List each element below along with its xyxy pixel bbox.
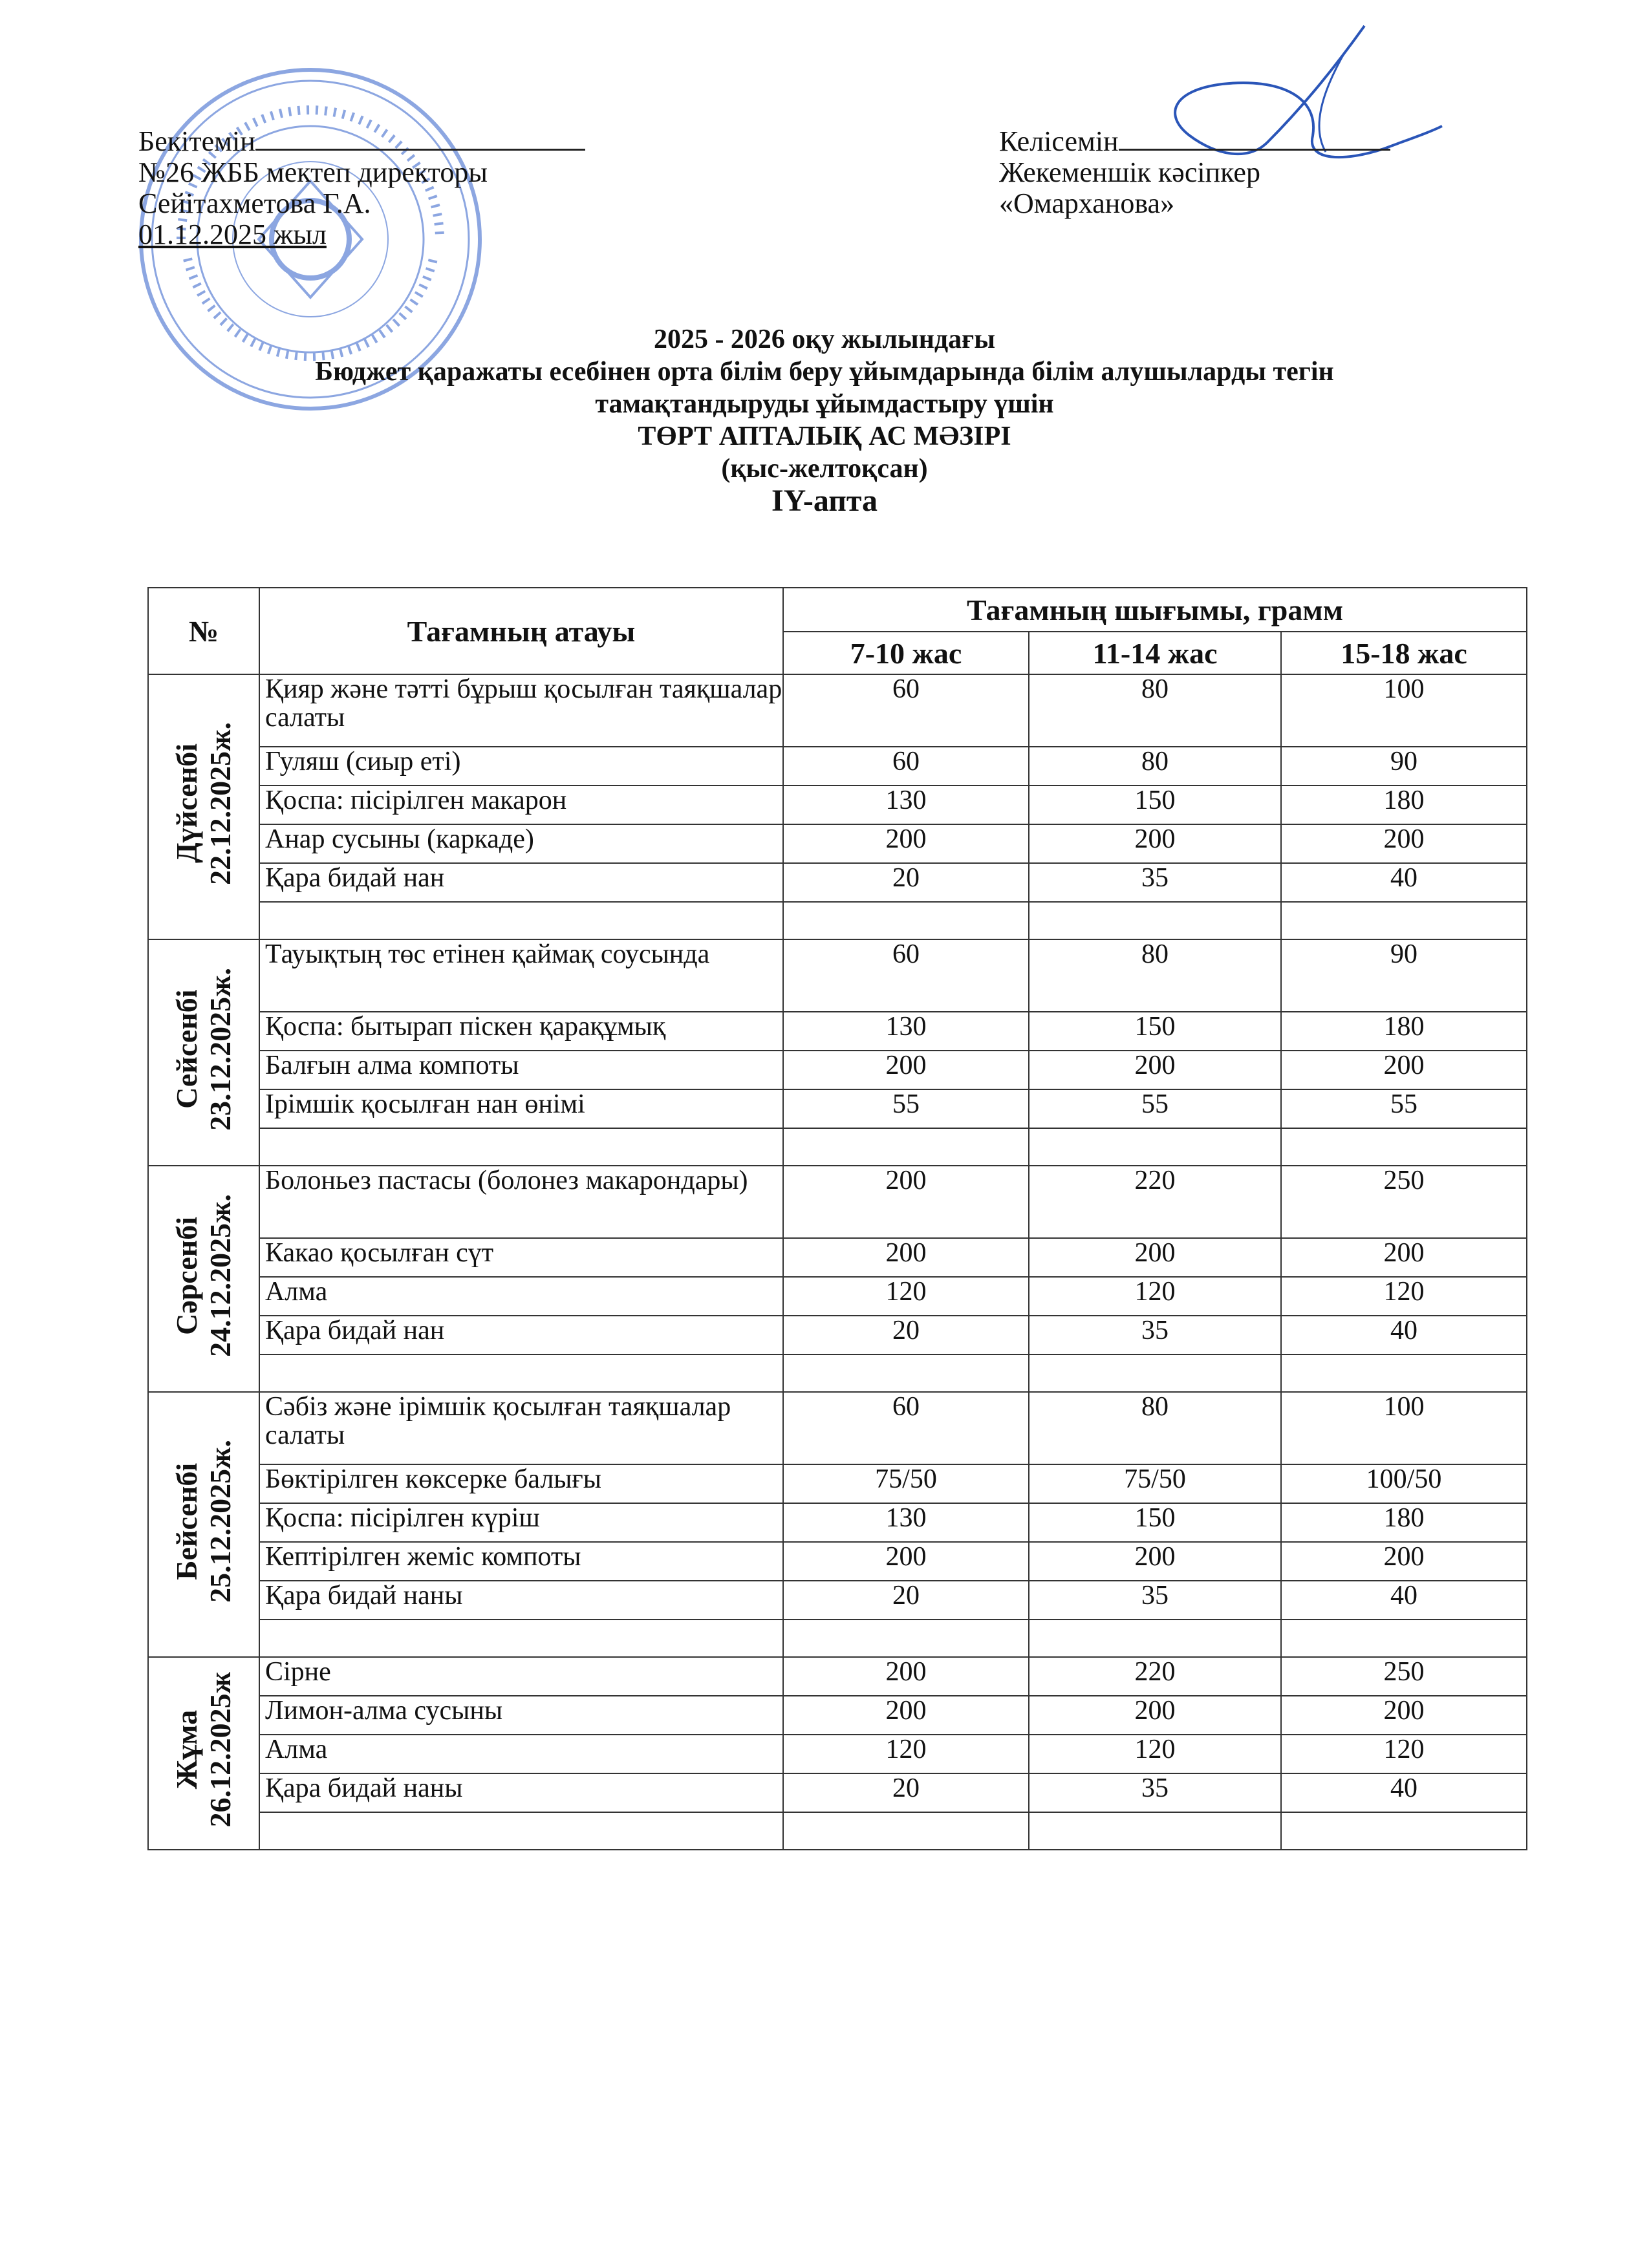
dish-name: Балғын алма компоты: [259, 1051, 783, 1089]
header-yield: Тағамның шығымы, грамм: [783, 588, 1527, 632]
portion-7-10: 200: [783, 1166, 1029, 1238]
blank-cell: [1029, 1620, 1281, 1657]
day-name: Дүйсенбі: [170, 744, 203, 863]
day-cell: [148, 1392, 259, 1657]
day-label: [170, 722, 237, 885]
day-cell: [148, 1166, 259, 1392]
dish-name: Кептірілген жеміс компоты: [259, 1542, 783, 1581]
header-age-7-10: 7-10 жас: [783, 632, 1029, 674]
portion-15-18: 40: [1281, 1581, 1527, 1620]
title-year: 2025 - 2026 оқу жылындағы: [653, 325, 996, 354]
table-row: [148, 863, 1527, 902]
day-name: Бейсенбі: [170, 1462, 203, 1579]
header-dish-name: Тағамның атауы: [259, 588, 783, 674]
title-season: (қыс-желтоқсан): [721, 454, 928, 484]
day-date: 25.12.2025ж.: [204, 1439, 237, 1603]
portion-7-10: 75/50: [783, 1464, 1029, 1503]
portion-7-10: 20: [783, 1773, 1029, 1812]
portion-15-18: 90: [1281, 747, 1527, 786]
dish-name: Қоспа: бытырап піскен қарақұмық: [259, 1012, 783, 1051]
menu-body: [148, 674, 1527, 1850]
portion-11-14: 80: [1029, 1392, 1281, 1464]
table-row: [148, 1464, 1527, 1503]
portion-15-18: 120: [1281, 1277, 1527, 1316]
dish-name: Лимон-алма сусыны: [259, 1696, 783, 1735]
portion-11-14: 150: [1029, 1503, 1281, 1542]
table-row: [148, 1316, 1527, 1354]
agreement-label: Келісемін: [999, 125, 1119, 157]
portion-15-18: 55: [1281, 1089, 1527, 1128]
dish-name: Қара бидай наны: [259, 1773, 783, 1812]
blank-cell: [1281, 1354, 1527, 1392]
day-name: Сәрсенбі: [170, 1216, 203, 1334]
portion-11-14: 80: [1029, 674, 1281, 747]
dish-name: Алма: [259, 1277, 783, 1316]
blank-cell: [1029, 1354, 1281, 1392]
dish-name: Тауықтың төс етінен қаймақ соусында: [259, 939, 783, 1012]
table-row: [148, 1581, 1527, 1620]
portion-11-14: 120: [1029, 1277, 1281, 1316]
dish-name: Қоспа: пісірілген макарон: [259, 786, 783, 824]
table-row: [148, 1277, 1527, 1316]
portion-7-10: 20: [783, 1316, 1029, 1354]
portion-15-18: 40: [1281, 1316, 1527, 1354]
approval-signature-line: [255, 149, 585, 151]
dish-name: Алма: [259, 1735, 783, 1773]
day-label: [170, 1672, 237, 1827]
approval-name: Сейітахметова Г.А.: [138, 187, 371, 219]
dish-name: Қара бидай нан: [259, 1316, 783, 1354]
menu-table: [147, 587, 1527, 1850]
agreement-name: «Омарханова»: [999, 187, 1175, 219]
portion-11-14: 220: [1029, 1166, 1281, 1238]
dish-name: Ірімшік қосылған нан өнімі: [259, 1089, 783, 1128]
portion-15-18: 100/50: [1281, 1464, 1527, 1503]
blank-cell: [259, 1128, 783, 1166]
portion-15-18: 200: [1281, 1542, 1527, 1581]
blank-cell: [259, 902, 783, 939]
agreement-position: Жекеменшік кәсіпкер: [999, 156, 1260, 188]
blank-cell: [783, 1128, 1029, 1166]
table-row: [148, 939, 1527, 1012]
portion-7-10: 60: [783, 939, 1029, 1012]
blank-row: [148, 902, 1527, 939]
blank-cell: [783, 902, 1029, 939]
title-main: ТӨРТ АПТАЛЫҚ АС МӘЗІРІ: [638, 422, 1011, 451]
dish-name: Қияр және тәтті бұрыш қосылған таяқшалар салаты: [259, 674, 783, 747]
blank-cell: [1029, 902, 1281, 939]
table-row: [148, 1012, 1527, 1051]
table-row: [148, 824, 1527, 863]
blank-cell: [783, 1812, 1029, 1850]
portion-7-10: 200: [783, 1657, 1029, 1696]
table-row: [148, 1166, 1527, 1238]
portion-7-10: 200: [783, 1238, 1029, 1277]
portion-15-18: 40: [1281, 1773, 1527, 1812]
table-row: [148, 1657, 1527, 1696]
day-label: [170, 1194, 237, 1357]
day-date: 26.12.2025ж: [204, 1672, 237, 1828]
portion-7-10: 200: [783, 824, 1029, 863]
dish-name: Қара бидай наны: [259, 1581, 783, 1620]
header-number: №: [148, 588, 259, 674]
blank-cell: [1281, 1812, 1527, 1850]
table-row: [148, 1503, 1527, 1542]
table-row: [148, 1089, 1527, 1128]
table-row: [148, 747, 1527, 786]
header-age-15-18: 15-18 жас: [1281, 632, 1527, 674]
portion-15-18: 100: [1281, 674, 1527, 747]
blank-cell: [259, 1354, 783, 1392]
portion-15-18: 100: [1281, 1392, 1527, 1464]
day-label: [170, 968, 237, 1131]
portion-11-14: 35: [1029, 1581, 1281, 1620]
blank-cell: [1281, 1128, 1527, 1166]
portion-11-14: 35: [1029, 1316, 1281, 1354]
dish-name: Анар сусыны (каркаде): [259, 824, 783, 863]
table-row: [148, 1735, 1527, 1773]
portion-15-18: 200: [1281, 1238, 1527, 1277]
portion-11-14: 150: [1029, 786, 1281, 824]
table-row: [148, 1051, 1527, 1089]
portion-7-10: 120: [783, 1735, 1029, 1773]
portion-7-10: 200: [783, 1542, 1029, 1581]
title-line-3: тамақтандыруды ұйымдастыру үшін: [595, 389, 1054, 419]
document-titles: [0, 323, 1649, 517]
portion-7-10: 55: [783, 1089, 1029, 1128]
blank-row: [148, 1354, 1527, 1392]
title-week: IY-апта: [771, 484, 878, 518]
blank-cell: [1281, 1620, 1527, 1657]
portion-7-10: 60: [783, 747, 1029, 786]
portion-15-18: 200: [1281, 824, 1527, 863]
portion-11-14: 200: [1029, 1238, 1281, 1277]
portion-11-14: 220: [1029, 1657, 1281, 1696]
portion-15-18: 120: [1281, 1735, 1527, 1773]
day-label: [170, 1440, 237, 1603]
dish-name: Сәбіз және ірімшік қосылған таяқшалар салаты: [259, 1392, 783, 1464]
approval-label: Бекітемін: [138, 125, 255, 157]
title-line-2: Бюджет қаражаты есебінен орта білім беру ұйымдарында білім алушыларды тегін: [315, 357, 1334, 387]
portion-11-14: 80: [1029, 747, 1281, 786]
dish-name: Какао қосылған сүт: [259, 1238, 783, 1277]
day-name: Сейсенбі: [170, 989, 203, 1109]
portion-11-14: 55: [1029, 1089, 1281, 1128]
blank-cell: [1029, 1812, 1281, 1850]
table-row: [148, 1542, 1527, 1581]
dish-name: Қара бидай нан: [259, 863, 783, 902]
portion-11-14: 200: [1029, 824, 1281, 863]
day-name: Жұма: [170, 1710, 203, 1790]
portion-11-14: 200: [1029, 1696, 1281, 1735]
portion-7-10: 20: [783, 1581, 1029, 1620]
blank-cell: [259, 1620, 783, 1657]
dish-name: Гуляш (сиыр еті): [259, 747, 783, 786]
portion-7-10: 60: [783, 674, 1029, 747]
portion-15-18: 90: [1281, 939, 1527, 1012]
portion-11-14: 150: [1029, 1012, 1281, 1051]
blank-cell: [783, 1354, 1029, 1392]
portion-7-10: 200: [783, 1696, 1029, 1735]
portion-11-14: 200: [1029, 1051, 1281, 1089]
blank-cell: [783, 1620, 1029, 1657]
day-cell: [148, 939, 259, 1166]
blank-cell: [259, 1812, 783, 1850]
approval-block: [138, 126, 585, 250]
approval-date: 01.12.2025 жыл: [138, 219, 327, 250]
portion-7-10: 200: [783, 1051, 1029, 1089]
header-age-11-14: 11-14 жас: [1029, 632, 1281, 674]
portion-7-10: 130: [783, 1012, 1029, 1051]
blank-row: [148, 1620, 1527, 1657]
dish-name: Сірне: [259, 1657, 783, 1696]
table-row: [148, 1392, 1527, 1464]
portion-15-18: 250: [1281, 1657, 1527, 1696]
blank-row: [148, 1812, 1527, 1850]
portion-7-10: 60: [783, 1392, 1029, 1464]
agreement-block: [999, 126, 1390, 219]
portion-11-14: 35: [1029, 863, 1281, 902]
table-row: [148, 1773, 1527, 1812]
portion-15-18: 200: [1281, 1051, 1527, 1089]
portion-11-14: 200: [1029, 1542, 1281, 1581]
blank-row: [148, 1128, 1527, 1166]
portion-15-18: 180: [1281, 1503, 1527, 1542]
table-row: [148, 674, 1527, 747]
dish-name: Болоньез пастасы (болонез макарондары): [259, 1166, 783, 1238]
portion-11-14: 35: [1029, 1773, 1281, 1812]
day-date: 22.12.2025ж.: [204, 722, 237, 885]
portion-11-14: 80: [1029, 939, 1281, 1012]
day-date: 23.12.2025ж.: [204, 967, 237, 1131]
day-cell: [148, 674, 259, 939]
blank-cell: [1281, 902, 1527, 939]
agreement-signature-line: [1119, 149, 1390, 151]
table-row: [148, 1696, 1527, 1735]
blank-cell: [1029, 1128, 1281, 1166]
dish-name: Бөктірілген көксерке балығы: [259, 1464, 783, 1503]
dish-name: Қоспа: пісірілген күріш: [259, 1503, 783, 1542]
portion-11-14: 75/50: [1029, 1464, 1281, 1503]
portion-15-18: 180: [1281, 1012, 1527, 1051]
table-row: [148, 1238, 1527, 1277]
portion-15-18: 200: [1281, 1696, 1527, 1735]
portion-7-10: 120: [783, 1277, 1029, 1316]
portion-7-10: 130: [783, 786, 1029, 824]
portion-15-18: 250: [1281, 1166, 1527, 1238]
portion-11-14: 120: [1029, 1735, 1281, 1773]
portion-15-18: 40: [1281, 863, 1527, 902]
portion-7-10: 130: [783, 1503, 1029, 1542]
day-date: 24.12.2025ж.: [204, 1193, 237, 1357]
portion-7-10: 20: [783, 863, 1029, 902]
portion-15-18: 180: [1281, 786, 1527, 824]
table-row: [148, 786, 1527, 824]
day-cell: [148, 1657, 259, 1850]
approval-position: №26 ЖББ мектеп директоры: [138, 156, 488, 188]
